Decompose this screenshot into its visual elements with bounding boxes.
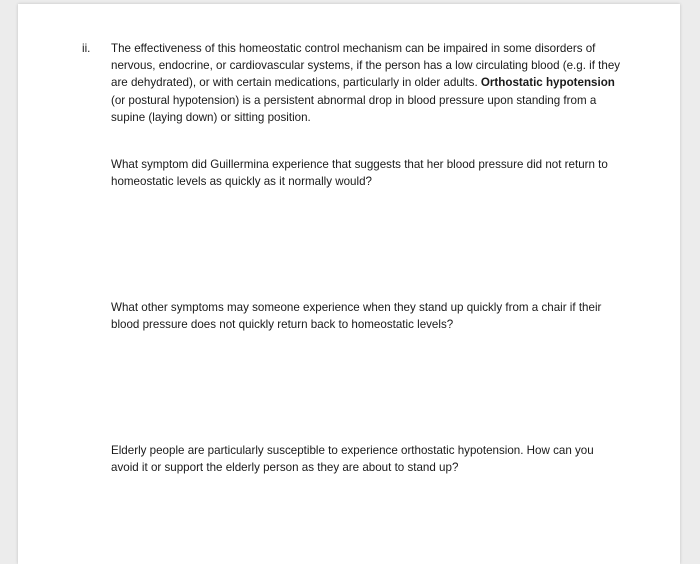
intro-paragraph [111, 40, 631, 126]
bold-term: Orthostatic hypotension [480, 76, 615, 90]
question-3: Elderly people are particularly susceptible to experience orthostatic hypotension. How can you avoid it or support the elderly person as they are about to stand up? [111, 444, 594, 475]
intro-text-part1: The effectiveness of this homeostatic control mechanism can be impaired in some disorders of nervous, endocrine, or cardiovascular systems, if the person has a low circulating blood (e.g. if they are dehydrated), or with certain medications, particularly in older adults. [111, 42, 621, 90]
document-page [18, 4, 680, 564]
question-1: What symptom did Guillermina experience that suggests that her blood pressure did not return to homeostatic levels as quickly as it normally would? [111, 158, 608, 189]
question-2: What other symptoms may someone experience when they stand up quickly from a chair if their blood pressure does not quickly return back to homeostatic levels? [111, 301, 602, 332]
intro-text-part2: (or postural hypotension) is a persistent abnormal drop in blood pressure upon standing from a supine (laying down) or sitting position. [111, 93, 597, 124]
item-number: ii. [82, 42, 91, 55]
